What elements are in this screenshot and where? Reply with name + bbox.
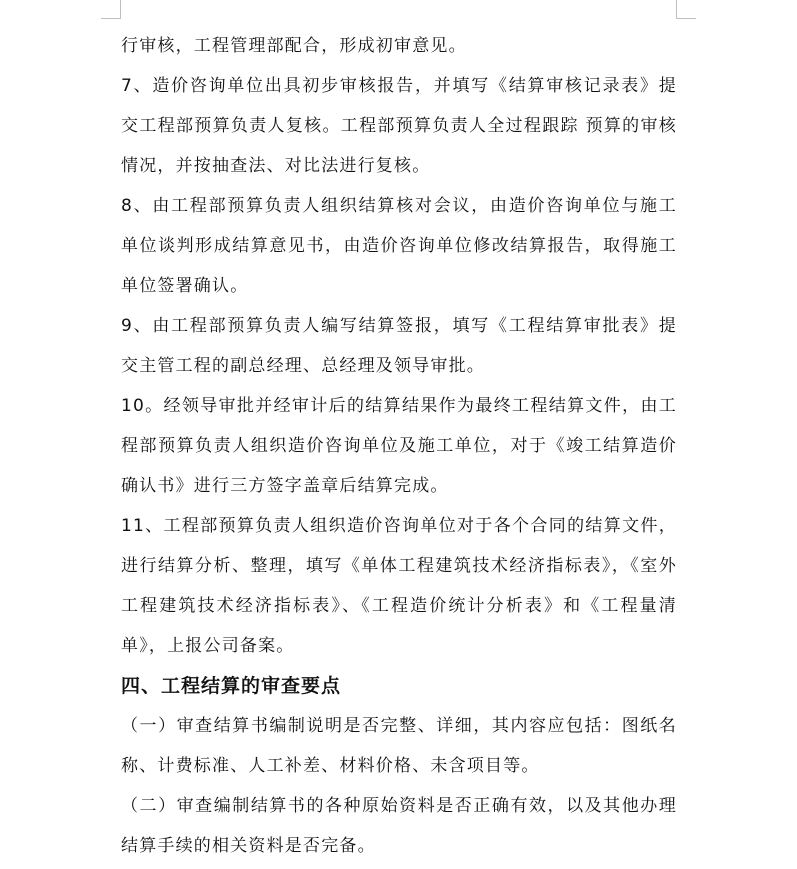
crop-mark-top-left	[120, 0, 121, 18]
paragraph-item-11: 11、工程部预算负责人组织造价咨询单位对于各个合同的结算文件，进行结算分析、整理，填写《单体工程建筑技术经济指标表》，《室外工程建筑技术经济指标表》、《工程造价统计分析表》和《工程量清单》，上报公司备案。	[121, 516, 677, 656]
section-heading: 四、工程结算的审查要点	[121, 675, 342, 697]
document-body	[121, 26, 677, 866]
section-item-1: （一）审查结算书编制说明是否完整、详细，其内容应包括：图纸名称、计费标准、人工补差、材料价格、未含项目等。	[121, 716, 677, 776]
paragraph-item-7: 7、造价咨询单位出具初步审核报告，并填写《结算审核记录表》提交工程部预算负责人复核。工程部预算负责人全过程跟踪 预算的审核情况，并按抽查法、对比法进行复核。	[121, 76, 677, 176]
crop-mark-top-left-horizontal	[101, 18, 121, 19]
crop-mark-top-right	[676, 0, 677, 18]
paragraph-item-10: 10。经领导审批并经审计后的结算结果作为最终工程结算文件，由工程部预算负责人组织造价咨询单位及施工单位，对于《竣工结算造价确认书》进行三方签字盖章后结算完成。	[121, 396, 677, 496]
crop-mark-top-right-horizontal	[676, 18, 696, 19]
paragraph-item-9: 9、由工程部预算负责人编写结算签报，填写《工程结算审批表》提交主管工程的副总经理、总经理及领导审批。	[121, 316, 677, 376]
section-item-2: （二）审查编制结算书的各种原始资料是否正确有效，以及其他办理结算手续的相关资料是否完备。	[121, 796, 677, 856]
paragraph-item-8: 8、由工程部预算负责人组织结算核对会议，由造价咨询单位与施工单位谈判形成结算意见书，由造价咨询单位修改结算报告，取得施工单位签署确认。	[121, 196, 677, 296]
paragraph-continuation: 行审核，工程管理部配合，形成初审意见。	[121, 36, 467, 56]
